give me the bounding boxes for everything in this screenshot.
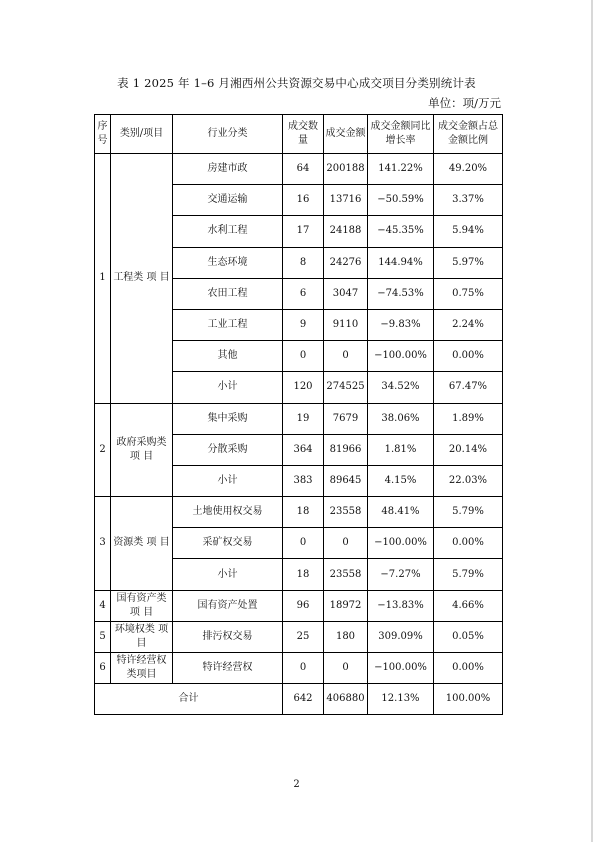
industry-cell: 特许经营权 xyxy=(173,653,283,684)
table-row xyxy=(95,653,503,684)
yoy-cell: 144.94% xyxy=(368,247,434,278)
group-category-cell: 国有资产类 项 目 xyxy=(111,590,173,621)
share-cell: 3.37% xyxy=(434,185,503,216)
total-yoy: 12.13% xyxy=(368,684,434,715)
yoy-cell: −50.59% xyxy=(368,185,434,216)
amount-cell: 0 xyxy=(324,653,368,684)
industry-cell: 农田工程 xyxy=(173,278,283,309)
industry-cell: 交通运输 xyxy=(173,185,283,216)
amount-cell: 13716 xyxy=(324,185,368,216)
share-cell: 67.47% xyxy=(434,372,503,403)
count-cell: 17 xyxy=(283,216,324,247)
amount-cell: 0 xyxy=(324,528,368,559)
share-cell: 1.89% xyxy=(434,403,503,434)
statistics-table xyxy=(94,114,503,715)
table-row xyxy=(95,154,503,185)
table-footer xyxy=(95,684,503,715)
industry-cell: 小计 xyxy=(173,372,283,403)
count-cell: 0 xyxy=(283,341,324,372)
industry-cell: 采矿权交易 xyxy=(173,528,283,559)
industry-cell: 集中采购 xyxy=(173,403,283,434)
amount-cell: 89645 xyxy=(324,465,368,496)
yoy-cell: 1.81% xyxy=(368,434,434,465)
table-row xyxy=(95,403,503,434)
industry-cell: 分散采购 xyxy=(173,434,283,465)
share-cell: 5.79% xyxy=(434,559,503,590)
yoy-cell: −45.35% xyxy=(368,216,434,247)
page-number: 2 xyxy=(293,779,300,790)
count-cell: 6 xyxy=(283,278,324,309)
amount-cell: 24188 xyxy=(324,216,368,247)
header-row xyxy=(95,115,503,154)
yoy-cell: −100.00% xyxy=(368,341,434,372)
header-yoy: 成交金额同比增长率 xyxy=(368,115,434,154)
group-seq-cell: 5 xyxy=(95,621,111,652)
share-cell: 0.75% xyxy=(434,278,503,309)
yoy-cell: −13.83% xyxy=(368,590,434,621)
share-cell: 0.00% xyxy=(434,341,503,372)
industry-cell: 工业工程 xyxy=(173,309,283,340)
share-cell: 5.79% xyxy=(434,497,503,528)
group-category-cell: 工程类 项 目 xyxy=(111,154,173,404)
yoy-cell: −9.83% xyxy=(368,309,434,340)
amount-cell: 274525 xyxy=(324,372,368,403)
total-amount: 406880 xyxy=(324,684,368,715)
yoy-cell: 48.41% xyxy=(368,497,434,528)
yoy-cell: 141.22% xyxy=(368,154,434,185)
amount-cell: 3047 xyxy=(324,278,368,309)
group-seq-cell: 4 xyxy=(95,590,111,621)
yoy-cell: −100.00% xyxy=(368,528,434,559)
count-cell: 18 xyxy=(283,497,324,528)
amount-cell: 0 xyxy=(324,341,368,372)
group-category-cell: 资源类 项 目 xyxy=(111,497,173,591)
total-count: 642 xyxy=(283,684,324,715)
count-cell: 0 xyxy=(283,653,324,684)
group-category-cell: 政府采购类 项 目 xyxy=(111,403,173,497)
amount-cell: 7679 xyxy=(324,403,368,434)
share-cell: 4.66% xyxy=(434,590,503,621)
total-label: 合计 xyxy=(95,684,283,715)
industry-cell: 水利工程 xyxy=(173,216,283,247)
industry-cell: 排污权交易 xyxy=(173,621,283,652)
header-count: 成交数量 xyxy=(283,115,324,154)
count-cell: 25 xyxy=(283,621,324,652)
table-row xyxy=(95,621,503,652)
group-seq-cell: 6 xyxy=(95,653,111,684)
industry-cell: 生态环境 xyxy=(173,247,283,278)
amount-cell: 23558 xyxy=(324,497,368,528)
share-cell: 0.00% xyxy=(434,653,503,684)
group-seq-cell: 2 xyxy=(95,403,111,497)
share-cell: 5.94% xyxy=(434,216,503,247)
share-cell: 20.14% xyxy=(434,434,503,465)
amount-cell: 24276 xyxy=(324,247,368,278)
count-cell: 120 xyxy=(283,372,324,403)
amount-cell: 23558 xyxy=(324,559,368,590)
industry-cell: 小计 xyxy=(173,559,283,590)
count-cell: 19 xyxy=(283,403,324,434)
amount-cell: 200188 xyxy=(324,154,368,185)
count-cell: 8 xyxy=(283,247,324,278)
share-cell: 0.00% xyxy=(434,528,503,559)
yoy-cell: −100.00% xyxy=(368,653,434,684)
header-seq: 序号 xyxy=(95,115,111,154)
industry-cell: 土地使用权交易 xyxy=(173,497,283,528)
count-cell: 9 xyxy=(283,309,324,340)
header-industry: 行业分类 xyxy=(173,115,283,154)
share-cell: 5.97% xyxy=(434,247,503,278)
yoy-cell: 309.09% xyxy=(368,621,434,652)
industry-cell: 其他 xyxy=(173,341,283,372)
amount-cell: 18972 xyxy=(324,590,368,621)
table-caption: 表 1 2025 年 1–6 月湘西州公共资源交易中心成交项目分类别统计表 xyxy=(117,76,476,90)
group-category-cell: 特许经营权 类项目 xyxy=(111,653,173,684)
header-share: 成交金额占总金额比例 xyxy=(434,115,503,154)
table-body xyxy=(95,154,503,684)
count-cell: 64 xyxy=(283,154,324,185)
count-cell: 18 xyxy=(283,559,324,590)
group-seq-cell: 1 xyxy=(95,154,111,404)
share-cell: 0.05% xyxy=(434,621,503,652)
group-category-cell: 环境权类 项 目 xyxy=(111,621,173,652)
share-cell: 49.20% xyxy=(434,154,503,185)
header-category: 类别/项目 xyxy=(111,115,173,154)
unit-label: 单位：项/万元 xyxy=(428,96,501,110)
industry-cell: 房建市政 xyxy=(173,154,283,185)
table-row xyxy=(95,497,503,528)
group-seq-cell: 3 xyxy=(95,497,111,591)
table-row xyxy=(95,590,503,621)
header-amount: 成交金额 xyxy=(324,115,368,154)
share-cell: 2.24% xyxy=(434,309,503,340)
amount-cell: 81966 xyxy=(324,434,368,465)
yoy-cell: 34.52% xyxy=(368,372,434,403)
amount-cell: 9110 xyxy=(324,309,368,340)
industry-cell: 国有资产处置 xyxy=(173,590,283,621)
industry-cell: 小计 xyxy=(173,465,283,496)
yoy-cell: 4.15% xyxy=(368,465,434,496)
total-row xyxy=(95,684,503,715)
count-cell: 0 xyxy=(283,528,324,559)
yoy-cell: −7.27% xyxy=(368,559,434,590)
count-cell: 383 xyxy=(283,465,324,496)
yoy-cell: −74.53% xyxy=(368,278,434,309)
total-share: 100.00% xyxy=(434,684,503,715)
amount-cell: 180 xyxy=(324,621,368,652)
share-cell: 22.03% xyxy=(434,465,503,496)
count-cell: 16 xyxy=(283,185,324,216)
count-cell: 364 xyxy=(283,434,324,465)
yoy-cell: 38.06% xyxy=(368,403,434,434)
count-cell: 96 xyxy=(283,590,324,621)
table-header xyxy=(95,115,503,154)
